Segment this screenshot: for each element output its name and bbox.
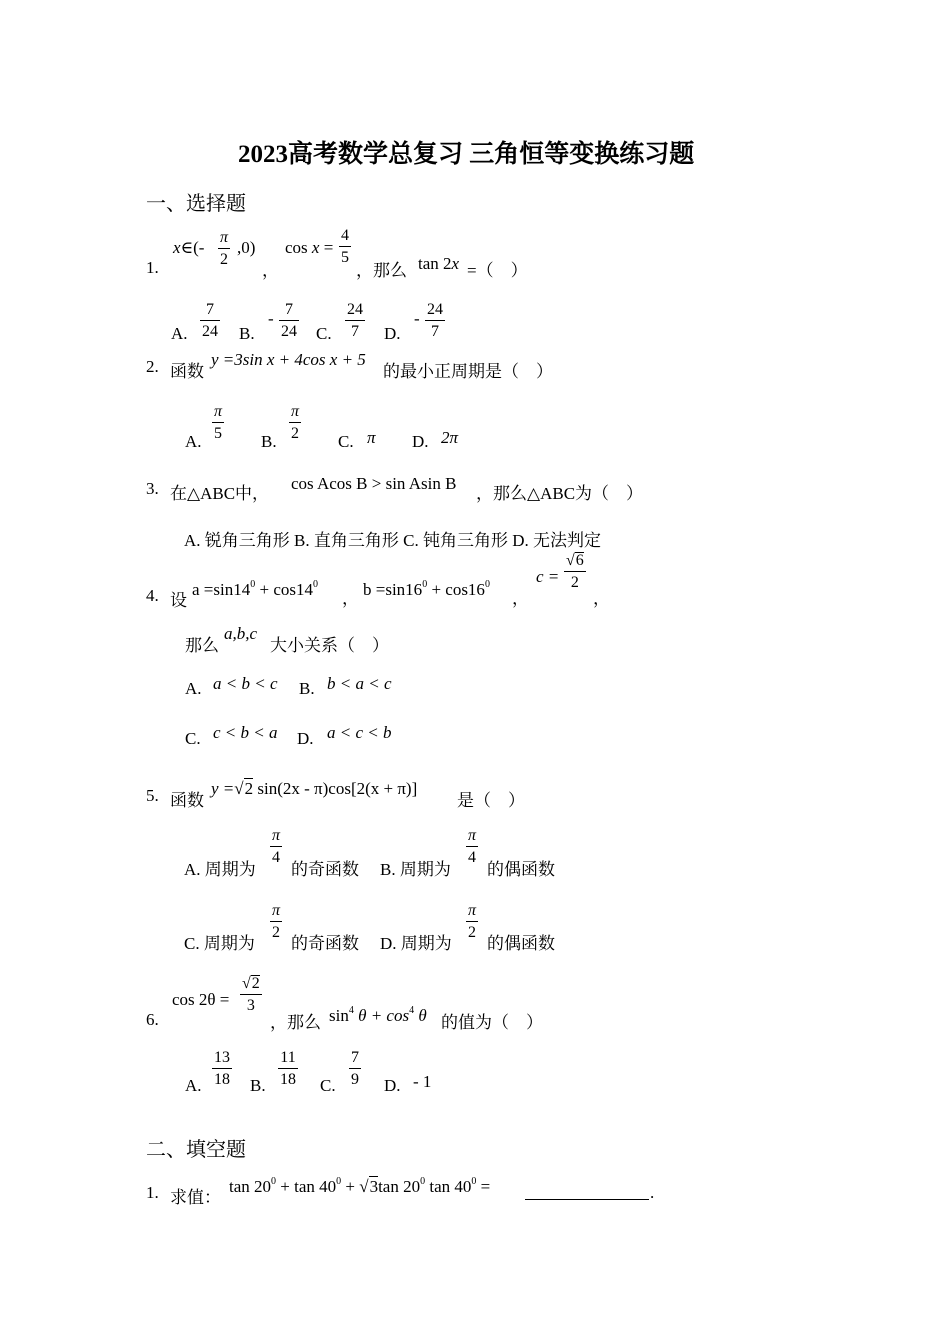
q5-prefix: 函数 — [170, 791, 204, 810]
q4-a-expression: $a =\sin 14^0 + \cos 14^0$ — [192, 579, 318, 599]
q3-options: A. 锐角三角形 B. 直角三角形 C. 钝角三角形 D. 无法判定 — [184, 531, 601, 550]
q3-expression: cos Acos B > sin Asin B — [291, 474, 457, 493]
answer-blank[interactable] — [525, 1185, 649, 1200]
q1-option-b-minus: - — [268, 309, 274, 328]
q1-option-a-label: A. — [171, 324, 188, 343]
q2-option-b-fraction: π 2 — [291, 403, 300, 442]
q4-line2-suffix: 大小关系（ ） — [270, 636, 389, 655]
question-number: 1. — [146, 1183, 159, 1202]
q6-option-a-label: A. — [185, 1076, 202, 1095]
q6-option-d-value: - 1 — [413, 1072, 432, 1091]
q4-option-d-label: D. — [297, 729, 314, 748]
f1-period: . — [650, 1183, 655, 1202]
q5-option-d-label: D. 周期为 — [380, 934, 452, 953]
q4-sep1: ， — [342, 589, 359, 608]
q5-suffix: 是（ ） — [457, 791, 525, 810]
q6-cos-expression: cos 2θ = — [172, 990, 230, 1009]
q5-option-d-fraction: π 2 — [468, 902, 477, 941]
q4-option-b-label: B. — [299, 679, 315, 698]
q4-abc: a,b,c — [224, 624, 258, 643]
q6-option-c-fraction: 7 9 — [351, 1049, 359, 1088]
q5-option-d-suffix: 的偶函数 — [487, 934, 555, 953]
q5-expression: y =√2 sin(2x - π)cos[2(x + π)] — [211, 779, 418, 798]
q1-fraction-pi-2: π 2 — [220, 229, 229, 268]
q2-option-b-label: B. — [261, 432, 277, 451]
q1-fraction-4-5: 4 5 — [341, 227, 349, 266]
q3-suffix: ，那么△ABC为（ ） — [476, 484, 644, 503]
q5-option-b-label: B. 周期为 — [380, 860, 451, 879]
q4-sep2: ， — [512, 589, 529, 608]
section-heading-fill: 二、填空题 — [146, 1139, 246, 1161]
f1-prefix: 求值： — [170, 1188, 221, 1207]
question-number: 3. — [146, 479, 159, 498]
q6-option-b-fraction: 11 18 — [280, 1049, 296, 1088]
q1-cos: cos x = — [285, 238, 334, 257]
q6-option-d-label: D. — [384, 1076, 401, 1095]
q4-option-c-value: c < b < a — [213, 723, 278, 742]
q1-option-b-fraction: 7 24 — [281, 301, 297, 340]
q6-suffix: 的值为（ ） — [441, 1013, 543, 1032]
q1-option-c-label: C. — [316, 324, 332, 343]
q1-text: ，那么 — [356, 261, 407, 280]
q4-c-expression: c = — [536, 567, 560, 586]
q4-c-fraction: √6 2 — [566, 552, 584, 591]
q1-option-d-label: D. — [384, 324, 401, 343]
q6-expression: $\sin^4 \theta + \cos^4 \theta$ — [329, 1005, 427, 1025]
q1-zero: ,0) — [237, 238, 256, 257]
q4-line2-prefix: 那么 — [185, 636, 219, 655]
q2-option-d-value: 2π — [441, 428, 459, 447]
q6-option-c-label: C. — [320, 1076, 336, 1095]
q2-option-a-fraction: π 5 — [214, 403, 223, 442]
question-number: 2. — [146, 357, 159, 376]
question-number: 6. — [146, 1010, 159, 1029]
question-number: 5. — [146, 786, 159, 805]
q2-suffix: 的最小正周期是（ ） — [383, 362, 553, 381]
q1-tan: tan 2x — [418, 254, 460, 273]
q5-option-b-fraction: π 4 — [468, 827, 477, 866]
q4-option-c-label: C. — [185, 729, 201, 748]
q1-option-d-minus: - — [414, 309, 420, 328]
q5-option-a-fraction: π 4 — [272, 827, 281, 866]
page-title: 2023高考数学总复习 三角恒等变换练习题 — [238, 141, 695, 168]
q4-option-a-value: a < b < c — [213, 674, 278, 693]
q4-option-a-label: A. — [185, 679, 202, 698]
section-heading-choice: 一、选择题 — [146, 193, 246, 215]
q6-option-a-fraction: 13 18 — [214, 1049, 230, 1088]
q1-condition: x∈(- — [173, 238, 205, 257]
q2-prefix: 函数 — [170, 362, 204, 381]
question-number: 1. — [146, 258, 159, 277]
q5-option-c-suffix: 的奇函数 — [291, 934, 359, 953]
q2-option-c-label: C. — [338, 432, 354, 451]
q2-expression: y =3sin x + 4cos x + 5 — [211, 350, 366, 369]
q5-option-a-label: A. 周期为 — [184, 860, 256, 879]
q4-prefix: 设 — [170, 591, 187, 610]
q1-paren: =（ ） — [467, 261, 528, 280]
q1-comma: ， — [262, 261, 279, 280]
q3-prefix: 在△ABC中， — [170, 484, 270, 503]
q5-option-c-label: C. 周期为 — [184, 934, 255, 953]
q5-option-b-suffix: 的偶函数 — [487, 860, 555, 879]
q4-option-d-value: a < c < b — [327, 723, 392, 742]
q4-tail: ， — [593, 589, 610, 608]
q6-mid: ，那么 — [270, 1013, 321, 1032]
q2-option-d-label: D. — [412, 432, 429, 451]
q6-option-b-label: B. — [250, 1076, 266, 1095]
q6-fraction: √2 3 — [242, 975, 260, 1014]
q5-option-a-suffix: 的奇函数 — [291, 860, 359, 879]
q1-option-c-fraction: 24 7 — [347, 301, 363, 340]
q1-option-a-fraction: 7 24 — [202, 301, 218, 340]
q4-b-expression: $b =\sin 16^0 + \cos 16^0$ — [363, 579, 490, 599]
q5-option-c-fraction: π 2 — [272, 902, 281, 941]
q1-option-d-fraction: 24 7 — [427, 301, 443, 340]
q1-option-b-label: B. — [239, 324, 255, 343]
q4-option-b-value: b < a < c — [327, 674, 392, 693]
f1-expression: $\tan 20^0 + \tan 40^0 + √3\tan$ $20^0$ $\tan 40^0$ = — [229, 1176, 491, 1196]
q2-option-c-value: π — [367, 428, 376, 447]
q2-option-a-label: A. — [185, 432, 202, 451]
question-number: 4. — [146, 586, 159, 605]
